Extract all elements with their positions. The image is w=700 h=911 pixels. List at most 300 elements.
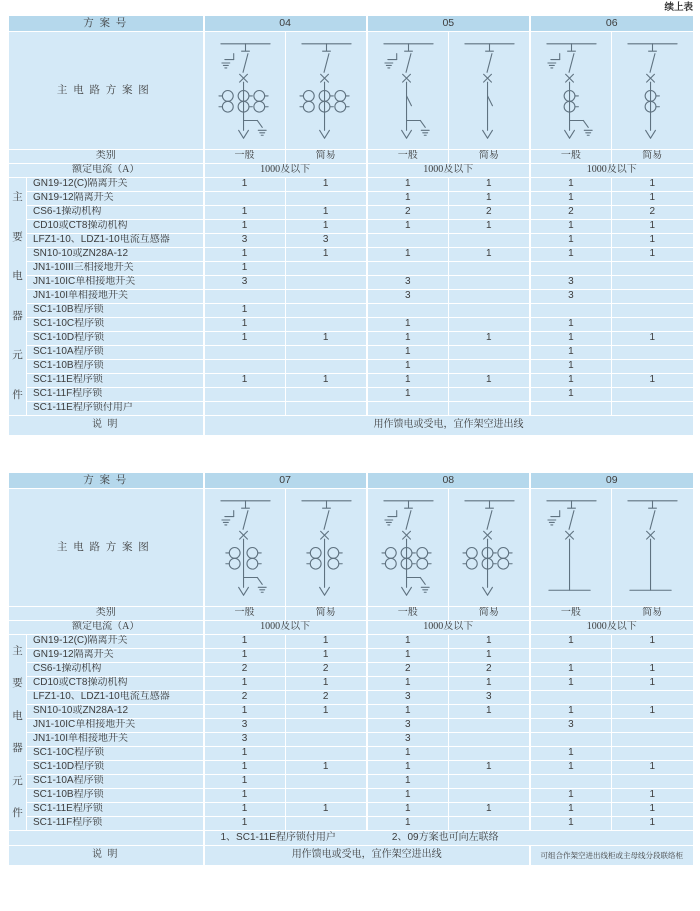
footnote-spacer: [9, 831, 204, 846]
circuit-diagram-05-simple: [448, 32, 530, 150]
circuit-diagram-04-general: [204, 32, 286, 150]
rated-current-value: 1000及以下: [367, 164, 530, 178]
component-count: [285, 304, 367, 318]
component-row: [9, 635, 694, 649]
component-count: [611, 733, 693, 747]
component-name: JN1-10I单相接地开关: [27, 290, 204, 304]
component-count: [285, 262, 367, 276]
component-count: [611, 290, 693, 304]
component-count: 1: [530, 360, 612, 374]
circuit-diagram-06-simple: [611, 32, 693, 150]
component-count: 1: [611, 234, 693, 248]
component-count: 1: [204, 747, 286, 761]
rated-current-value: 1000及以下: [367, 621, 530, 635]
component-name: SC1-10C程序锁: [27, 747, 204, 761]
component-count: 1: [285, 248, 367, 262]
component-count: 1: [530, 803, 612, 817]
component-name: SC1-11F程序锁: [27, 388, 204, 402]
rated-current-value: 1000及以下: [530, 164, 693, 178]
component-row: [9, 803, 694, 817]
component-count: 3: [204, 234, 286, 248]
component-count: 1: [611, 803, 693, 817]
component-count: 1: [448, 374, 530, 388]
scheme-no-header: 方案号: [9, 473, 204, 489]
component-count: [530, 775, 612, 789]
category-simple: 简易: [448, 607, 530, 621]
diagram-row-label: 主电路方案图: [9, 32, 204, 150]
component-count: 1: [448, 635, 530, 649]
component-count: 1: [285, 635, 367, 649]
component-count: 1: [285, 677, 367, 691]
component-count: [367, 262, 449, 276]
component-count: 1: [611, 374, 693, 388]
component-name: CD10或CT8操动机构: [27, 677, 204, 691]
scheme-number: 08: [367, 473, 530, 489]
component-count: 1: [204, 304, 286, 318]
component-count: 1: [367, 178, 449, 192]
rated-current-row: [9, 621, 694, 635]
component-row: [9, 789, 694, 803]
component-name: SC1-10D程序锁: [27, 761, 204, 775]
component-row: [9, 677, 694, 691]
component-count: 1: [530, 332, 612, 346]
component-count: [530, 262, 612, 276]
rated-current-value: 1000及以下: [530, 621, 693, 635]
component-name: CD10或CT8操动机构: [27, 220, 204, 234]
component-count: [448, 388, 530, 402]
component-count: [285, 318, 367, 332]
component-count: 1: [367, 220, 449, 234]
component-count: 1: [611, 220, 693, 234]
component-count: 1: [367, 705, 449, 719]
component-count: [448, 234, 530, 248]
component-count: [611, 747, 693, 761]
component-count: [448, 346, 530, 360]
scheme-number: 09: [530, 473, 693, 489]
component-count: 1: [448, 649, 530, 663]
component-count: 1: [285, 803, 367, 817]
component-row: [9, 663, 694, 677]
component-name: CS6-1操动机构: [27, 206, 204, 220]
component-count: 1: [611, 192, 693, 206]
component-count: [611, 402, 693, 416]
scheme-no-header: 方案号: [9, 16, 204, 32]
category-general: 一般: [367, 607, 449, 621]
component-count: [448, 276, 530, 290]
component-count: 1: [367, 318, 449, 332]
component-name: SC1-10A程序锁: [27, 346, 204, 360]
continuation-note: 续上表: [664, 3, 693, 13]
scheme-number: 06: [530, 16, 693, 32]
component-count: [448, 360, 530, 374]
rated-current-value: 1000及以下: [204, 164, 367, 178]
component-count: 1: [611, 677, 693, 691]
component-name: SC1-10B程序锁: [27, 789, 204, 803]
scheme-table-top: [8, 15, 694, 436]
note-label: 说明: [9, 416, 204, 436]
component-count: 1: [204, 635, 286, 649]
component-count: 1: [204, 206, 286, 220]
component-count: [204, 388, 286, 402]
footnote-text: 2、09方案也可向左联络: [391, 831, 499, 843]
component-count: 3: [530, 290, 612, 304]
rated-current-row: [9, 164, 694, 178]
component-count: [611, 346, 693, 360]
component-name: SC1-10B程序锁: [27, 304, 204, 318]
component-count: 1: [285, 220, 367, 234]
component-count: [285, 360, 367, 374]
component-count: [448, 733, 530, 747]
component-count: 1: [530, 635, 612, 649]
component-count: 1: [530, 220, 612, 234]
component-count: [448, 304, 530, 318]
component-count: 1: [367, 388, 449, 402]
component-count: [611, 360, 693, 374]
category-general: 一般: [530, 150, 612, 164]
component-count: 1: [530, 761, 612, 775]
component-row: [9, 649, 694, 663]
component-count: 2: [611, 206, 693, 220]
component-count: 3: [367, 290, 449, 304]
component-count: 1: [367, 761, 449, 775]
category-row: [9, 150, 694, 164]
circuit-diagram-09-general: [530, 489, 612, 607]
component-count: 1: [367, 360, 449, 374]
component-count: 1: [530, 178, 612, 192]
component-name: SC1-10B程序锁: [27, 360, 204, 374]
component-count: 1: [530, 705, 612, 719]
component-count: [448, 262, 530, 276]
component-count: [530, 304, 612, 318]
circuit-diagram-svg: [612, 490, 693, 606]
circuit-diagram-04-simple: [285, 32, 367, 150]
component-count: 3: [530, 276, 612, 290]
component-name: LFZ1-10、LDZ1-10电流互感器: [27, 234, 204, 248]
note-label: 说明: [9, 846, 204, 866]
component-row: [9, 761, 694, 775]
component-count: 1: [530, 346, 612, 360]
component-count: 1: [204, 803, 286, 817]
category-general: 一般: [367, 150, 449, 164]
component-count: 1: [367, 192, 449, 206]
component-count: 1: [367, 803, 449, 817]
component-count: [285, 747, 367, 761]
component-count: [285, 192, 367, 206]
component-count: [285, 733, 367, 747]
component-count: 1: [204, 705, 286, 719]
component-count: 1: [367, 677, 449, 691]
component-count: 2: [367, 206, 449, 220]
component-count: [285, 402, 367, 416]
component-count: [611, 691, 693, 705]
circuit-diagram-07-general: [204, 489, 286, 607]
component-count: 1: [367, 346, 449, 360]
component-count: [530, 402, 612, 416]
side-label-main-components: 主 要 电 器 元 件: [9, 178, 27, 416]
diagram-row-label: 主电路方案图: [9, 489, 204, 607]
scheme-number: 04: [204, 16, 367, 32]
component-count: [285, 817, 367, 831]
component-name: SC1-11E程序锁付用户: [27, 402, 204, 416]
component-count: [611, 318, 693, 332]
component-count: [204, 402, 286, 416]
component-row: [9, 733, 694, 747]
category-label: 类别: [9, 150, 204, 164]
component-row: [9, 705, 694, 719]
component-row: [9, 817, 694, 831]
component-count: 1: [204, 817, 286, 831]
category-simple: 简易: [285, 607, 367, 621]
component-count: 2: [448, 206, 530, 220]
component-row: [9, 332, 694, 346]
component-row: [9, 304, 694, 318]
component-count: 1: [204, 761, 286, 775]
category-simple: 简易: [611, 607, 693, 621]
component-count: [285, 789, 367, 803]
component-name: GN19-12隔离开关: [27, 192, 204, 206]
component-count: 1: [204, 677, 286, 691]
circuit-diagram-08-simple: [448, 489, 530, 607]
scheme-no-row: [9, 16, 694, 32]
component-name: JN1-10IC单相接地开关: [27, 276, 204, 290]
footnote-cell: [204, 831, 694, 846]
component-count: [204, 192, 286, 206]
circuit-diagram-08-general: [367, 489, 449, 607]
circuit-diagram-05-general: [367, 32, 449, 150]
component-count: 1: [448, 803, 530, 817]
component-count: 1: [204, 220, 286, 234]
component-count: 3: [204, 733, 286, 747]
circuit-diagram-09-simple: [611, 489, 693, 607]
component-count: 1: [204, 178, 286, 192]
component-count: 1: [448, 677, 530, 691]
circuit-diagram-07-simple: [285, 489, 367, 607]
component-row: [9, 276, 694, 290]
component-count: 1: [530, 318, 612, 332]
component-count: [448, 775, 530, 789]
component-count: 1: [530, 192, 612, 206]
component-count: 1: [530, 677, 612, 691]
component-count: 3: [367, 733, 449, 747]
component-count: [448, 747, 530, 761]
component-name: SN10-10或ZN28A-12: [27, 248, 204, 262]
component-name: SN10-10或ZN28A-12: [27, 705, 204, 719]
component-count: 1: [204, 775, 286, 789]
footnote-row: [9, 831, 694, 846]
scheme-number: 05: [367, 16, 530, 32]
component-count: 1: [611, 248, 693, 262]
component-count: 1: [448, 248, 530, 262]
component-count: 1: [611, 635, 693, 649]
component-count: 1: [204, 789, 286, 803]
component-count: 3: [285, 234, 367, 248]
component-count: [448, 318, 530, 332]
component-name: SC1-11F程序锁: [27, 817, 204, 831]
component-count: [285, 346, 367, 360]
component-count: 1: [367, 332, 449, 346]
component-count: 1: [204, 649, 286, 663]
component-count: [285, 276, 367, 290]
component-name: JN1-10I单相接地开关: [27, 733, 204, 747]
component-count: 1: [367, 374, 449, 388]
category-simple: 简易: [611, 150, 693, 164]
component-row: [9, 206, 694, 220]
component-count: 1: [285, 649, 367, 663]
component-count: [448, 789, 530, 803]
component-count: 1: [611, 178, 693, 192]
component-count: 1: [204, 262, 286, 276]
circuit-diagram-svg: [205, 33, 286, 149]
component-count: 1: [367, 635, 449, 649]
component-row: [9, 346, 694, 360]
scheme-number: 07: [204, 473, 367, 489]
component-count: 1: [285, 705, 367, 719]
component-count: [285, 388, 367, 402]
component-count: 1: [530, 789, 612, 803]
side-label-main-components: 主 要 电 器 元 件: [9, 635, 27, 831]
component-count: 1: [448, 192, 530, 206]
component-count: 1: [611, 705, 693, 719]
circuit-diagram-svg: [449, 33, 530, 149]
circuit-diagram-svg: [368, 490, 449, 606]
note-text: 用作馈电或受电，宜作架空进出线: [204, 416, 694, 436]
component-count: 1: [204, 248, 286, 262]
component-count: [285, 290, 367, 304]
component-name: SC1-11E程序锁: [27, 374, 204, 388]
circuit-diagram-svg: [531, 490, 612, 606]
component-count: 1: [530, 234, 612, 248]
circuit-diagram-svg: [531, 33, 612, 149]
component-count: 2: [367, 663, 449, 677]
component-name: CS6-1操动机构: [27, 663, 204, 677]
component-count: [530, 691, 612, 705]
component-count: 1: [611, 761, 693, 775]
component-count: 3: [448, 691, 530, 705]
component-name: SC1-10C程序锁: [27, 318, 204, 332]
component-count: 1: [367, 649, 449, 663]
circuit-diagram-svg: [612, 33, 693, 149]
component-count: 3: [367, 719, 449, 733]
component-name: GN19-12隔离开关: [27, 649, 204, 663]
component-name: SC1-10A程序锁: [27, 775, 204, 789]
component-count: 2: [448, 663, 530, 677]
component-name: GN19-12(C)隔离开关: [27, 178, 204, 192]
component-count: 1: [530, 663, 612, 677]
component-count: [611, 719, 693, 733]
component-row: [9, 248, 694, 262]
component-name: SC1-10D程序锁: [27, 332, 204, 346]
component-row: [9, 360, 694, 374]
component-count: 1: [530, 747, 612, 761]
category-general: 一般: [204, 607, 286, 621]
component-count: 1: [611, 789, 693, 803]
scheme-table-bottom: [8, 472, 694, 866]
rated-current-label: 额定电流（A）: [9, 164, 204, 178]
component-count: 3: [204, 719, 286, 733]
component-row: [9, 374, 694, 388]
component-count: [367, 304, 449, 318]
rated-current-value: 1000及以下: [204, 621, 367, 635]
notes-row: [9, 416, 694, 436]
circuit-diagram-06-general: [530, 32, 612, 150]
component-count: 1: [285, 206, 367, 220]
component-count: 1: [530, 388, 612, 402]
component-row: [9, 220, 694, 234]
component-count: 3: [204, 276, 286, 290]
component-count: 1: [204, 318, 286, 332]
component-count: 1: [367, 817, 449, 831]
category-row: [9, 607, 694, 621]
component-count: [204, 360, 286, 374]
component-count: [367, 234, 449, 248]
component-count: 1: [530, 374, 612, 388]
scheme-no-row: [9, 473, 694, 489]
component-row: [9, 388, 694, 402]
component-count: 1: [448, 220, 530, 234]
component-name: JN1-10III三相接地开关: [27, 262, 204, 276]
component-count: 1: [367, 248, 449, 262]
component-row: [9, 290, 694, 304]
component-count: [611, 276, 693, 290]
component-count: [611, 304, 693, 318]
component-count: 1: [530, 817, 612, 831]
component-count: [611, 388, 693, 402]
component-count: 1: [285, 332, 367, 346]
component-count: 3: [530, 719, 612, 733]
component-count: [285, 719, 367, 733]
rated-current-label: 额定电流（A）: [9, 621, 204, 635]
component-count: [611, 775, 693, 789]
circuit-diagram-svg: [286, 490, 367, 606]
component-count: [448, 719, 530, 733]
component-row: [9, 318, 694, 332]
component-count: [611, 262, 693, 276]
circuit-diagram-svg: [286, 33, 367, 149]
component-count: 1: [367, 789, 449, 803]
component-row: [9, 234, 694, 248]
category-general: 一般: [530, 607, 612, 621]
component-count: 2: [204, 663, 286, 677]
note-text: 用作馈电或受电，宜作架空进出线: [204, 846, 530, 866]
component-count: 3: [367, 691, 449, 705]
component-count: [530, 733, 612, 747]
diagram-row: [9, 32, 694, 150]
component-row: [9, 719, 694, 733]
component-count: [611, 649, 693, 663]
component-count: 1: [285, 178, 367, 192]
component-row: [9, 192, 694, 206]
component-row: [9, 747, 694, 761]
component-count: 1: [448, 705, 530, 719]
component-count: 2: [204, 691, 286, 705]
category-simple: 简易: [448, 150, 530, 164]
component-count: 1: [611, 817, 693, 831]
component-count: [448, 817, 530, 831]
component-row: [9, 775, 694, 789]
component-count: [448, 402, 530, 416]
circuit-diagram-svg: [368, 33, 449, 149]
category-simple: 简易: [285, 150, 367, 164]
component-row: [9, 402, 694, 416]
category-general: 一般: [204, 150, 286, 164]
component-count: 2: [285, 691, 367, 705]
component-count: 1: [367, 747, 449, 761]
component-count: 1: [611, 332, 693, 346]
circuit-diagram-svg: [205, 490, 286, 606]
component-count: 2: [530, 206, 612, 220]
component-name: SC1-11E程序锁: [27, 803, 204, 817]
component-count: 2: [285, 663, 367, 677]
